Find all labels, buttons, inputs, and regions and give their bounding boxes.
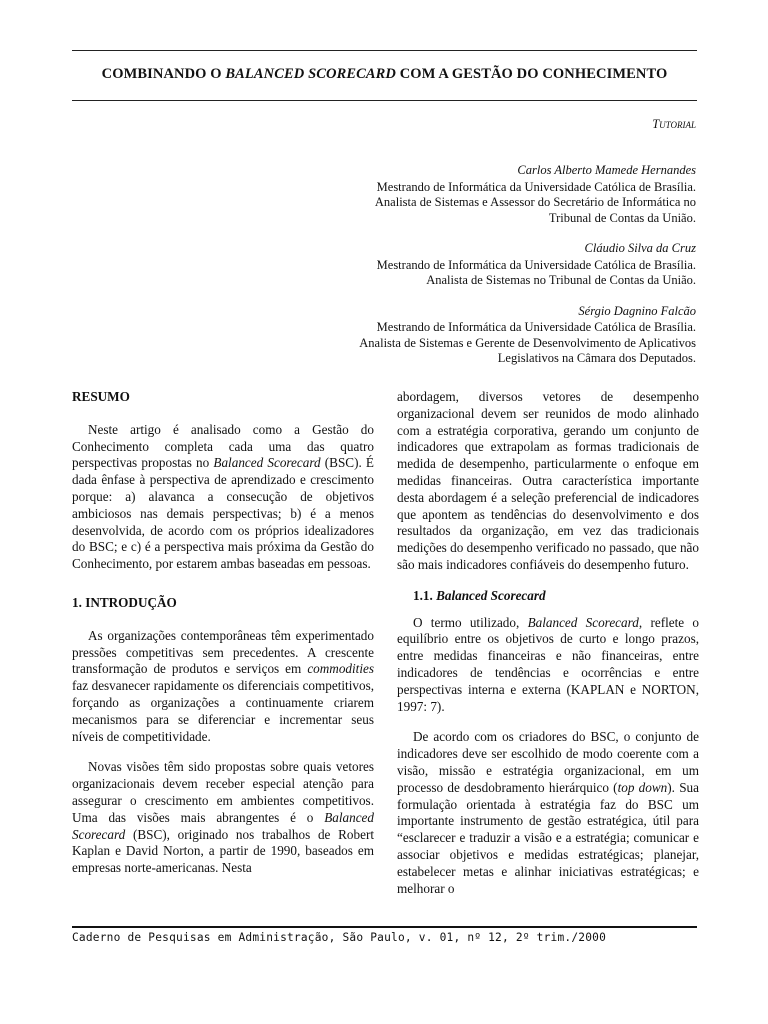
author-1	[256, 163, 696, 226]
author-affiliation: Mestrando de Informática da Universidade Católica de Brasília.	[376, 257, 696, 272]
intro-heading: 1. INTRODUÇÃO	[72, 594, 177, 610]
resumo-heading: RESUMO	[72, 389, 130, 404]
bsc-paragraph-1: O termo utilizado, Balanced Scorecard, reflete o equilíbrio entre os objetivos de curto e longo prazos, entre medidas financeiras e não financeiras, entre indicadores de tendências e ocorrências e entre perspectivas interna e externa (KAPLAN e NORTON, 1997: 7).	[397, 614, 699, 714]
left-column	[72, 389, 374, 891]
resumo-paragraph: Neste artigo é analisado como a Gestão do Conhecimento completa cada uma das quatro perspectivas propostas no Balanced Scorecard (BSC). É dada ênfase à perspectiva de aprendizado e crescimento porque: a) alavanca a consecução de objetivos ambiciosos nas demais perspectivas; b) é a menos desenvolvida, de acordo com os próprios idealizadores do BSC; e c) é a perspectiva mais próxima da Gestão do Conhecimento, por estarem ambas baseadas em pessoas.	[72, 421, 374, 572]
section-label: Tutorial	[652, 117, 696, 131]
author-affiliation: Legislativos na Câmara dos Deputados.	[497, 351, 696, 365]
top-rule	[72, 50, 697, 51]
author-affiliation: Mestrando de Informática da Universidade Católica de Brasília.	[376, 179, 696, 194]
author-2	[256, 241, 696, 289]
article-title: COMBINANDO O BALANCED SCORECARD COM A GESTÃO DO CONHECIMENTO	[101, 66, 668, 82]
intro-paragraph-2: Novas visões têm sido propostas sobre quais vetores organizacionais devem receber especial atenção para assegurar o crescimento em ambientes competitivos. Uma das visões mais abrangentes é o Balanced Scorecard (BSC), originado nos trabalhos de Robert Kaplan e David Norton, a partir de 1990, baseados em empresas norte-americanas. Nesta	[72, 759, 374, 876]
author-affiliation: Mestrando de Informática da Universidade Católica de Brasília.	[376, 320, 696, 334]
author-name: Sérgio Dagnino Falcão	[578, 303, 696, 318]
bsc-paragraph-2: De acordo com os criadores do BSC, o conjunto de indicadores deve ser escolhido de modo coerente com a visão, missão e estratégia organizacional, em um processo de desdobramento hierárquico (top down). Sua formulação orientada à estratégia faz do BSC um importante instrumento de gestão estratégica, útil para “esclarecer e traduzir a visão e a estratégia; comunicar e associar objetivos e medidas estratégicas; planejar, estabelecer metas e alinhar iniciativas estratégicas; e melhorar o	[397, 729, 699, 896]
author-affiliation: Tribunal de Contas da União.	[548, 210, 696, 225]
author-affiliation: Analista de Sistemas no Tribunal de Contas da União.	[426, 273, 696, 287]
footer-rule	[72, 926, 697, 928]
intro-paragraph-2-continued: abordagem, diversos vetores de desempenho organizacional devem ser reunidos de modo alinhado com a estratégia corporativa, gerando um conjunto de indicadores que extrapolam as formas tradicionais de medida de desempenho, particularmente o enfoque em medidas financeiras. Outra característica importante desta abordagem é a seleção preferencial de indicadores que apontem as tendências do desenvolvimento e dos resultados da organização, em vez das tradicionais medições do desempenho verificado no passado, que não são mais indicadores confiáveis do desempenho futuro.	[397, 389, 699, 572]
author-affiliation: Analista de Sistemas e Assessor do Secretário de Informática no	[374, 195, 696, 209]
right-column	[397, 389, 699, 911]
authors-block	[256, 163, 696, 382]
subsection-heading: 1.1. Balanced Scorecard	[413, 587, 546, 603]
title-rule	[72, 100, 697, 101]
journal-footer: Caderno de Pesquisas em Administração, São Paulo, v. 01, nº 12, 2º trim./2000	[72, 931, 607, 944]
author-3	[256, 304, 696, 367]
author-affiliation: Analista de Sistemas e Gerente de Desenvolvimento de Aplicativos	[359, 335, 696, 350]
intro-paragraph-1: As organizações contemporâneas têm experimentado pressões competitivas sem precedentes. A crescente transformação de produtos e serviços em commodities faz desvanecer rapidamente os diferenciais competitivos, forçando as organizações a continuamente criarem mecanismos para se diferenciar e incrementar seus níveis de competitividade.	[72, 627, 374, 744]
author-name: Cláudio Silva da Cruz	[584, 241, 696, 255]
author-name: Carlos Alberto Mamede Hernandes	[517, 163, 696, 177]
